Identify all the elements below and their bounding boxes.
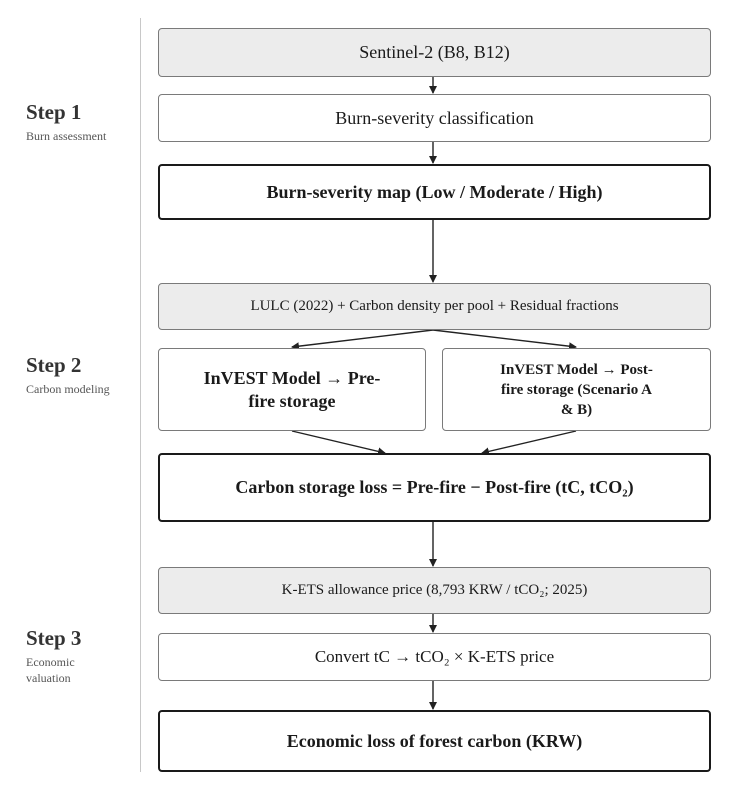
carbon-loss-box	[158, 453, 711, 522]
step-1-title: Step 1	[26, 100, 82, 124]
inputs-box	[158, 283, 711, 330]
inputs-label: LULC (2022) + Carbon density per pool + Residual fractions	[250, 298, 619, 314]
step-2-title: Step 2	[26, 353, 82, 377]
economic-loss-box	[158, 710, 711, 772]
classification-box	[158, 94, 711, 142]
classification-label: Burn-severity classification	[335, 107, 534, 128]
prefire-label: InVEST Model → Pre-fire storage	[203, 367, 381, 411]
convert-box	[158, 633, 711, 681]
arrow-inputs-to-prefire	[292, 330, 433, 347]
sentinel-box	[158, 28, 711, 77]
convert-label: Convert tC → tCO₂ × K-ETS price	[314, 647, 555, 666]
economic-loss-label: Economic loss of forest carbon (KRW)	[286, 730, 583, 751]
step-1-subtitle: Burn assessment	[26, 129, 107, 143]
severity-map-label: Burn-severity map (Low / Moderate / High)	[266, 181, 603, 202]
severity-map-box	[158, 164, 711, 220]
step-3-subtitle: Economic valuation	[26, 655, 75, 685]
postfire-label: InVEST Model → Post-fire storage (Scenario A & B)	[500, 361, 653, 418]
prefire-box	[158, 348, 426, 431]
arrow-prefire-to-loss	[292, 431, 385, 453]
postfire-box	[442, 348, 711, 431]
arrow-postfire-to-loss	[482, 431, 576, 453]
sentinel-label: Sentinel-2 (B8, B12)	[359, 42, 510, 62]
price-label: K-ETS allowance price (8,793 KRW / tCO₂; 2025)	[281, 582, 588, 598]
carbon-loss-label: Carbon storage loss = Pre-fire − Post-fire (tC, tCO₂)	[235, 477, 634, 497]
price-box	[158, 567, 711, 614]
step-2-subtitle: Carbon modeling	[26, 382, 110, 396]
arrow-inputs-to-postfire	[433, 330, 576, 347]
step-3-title: Step 3	[26, 626, 82, 650]
